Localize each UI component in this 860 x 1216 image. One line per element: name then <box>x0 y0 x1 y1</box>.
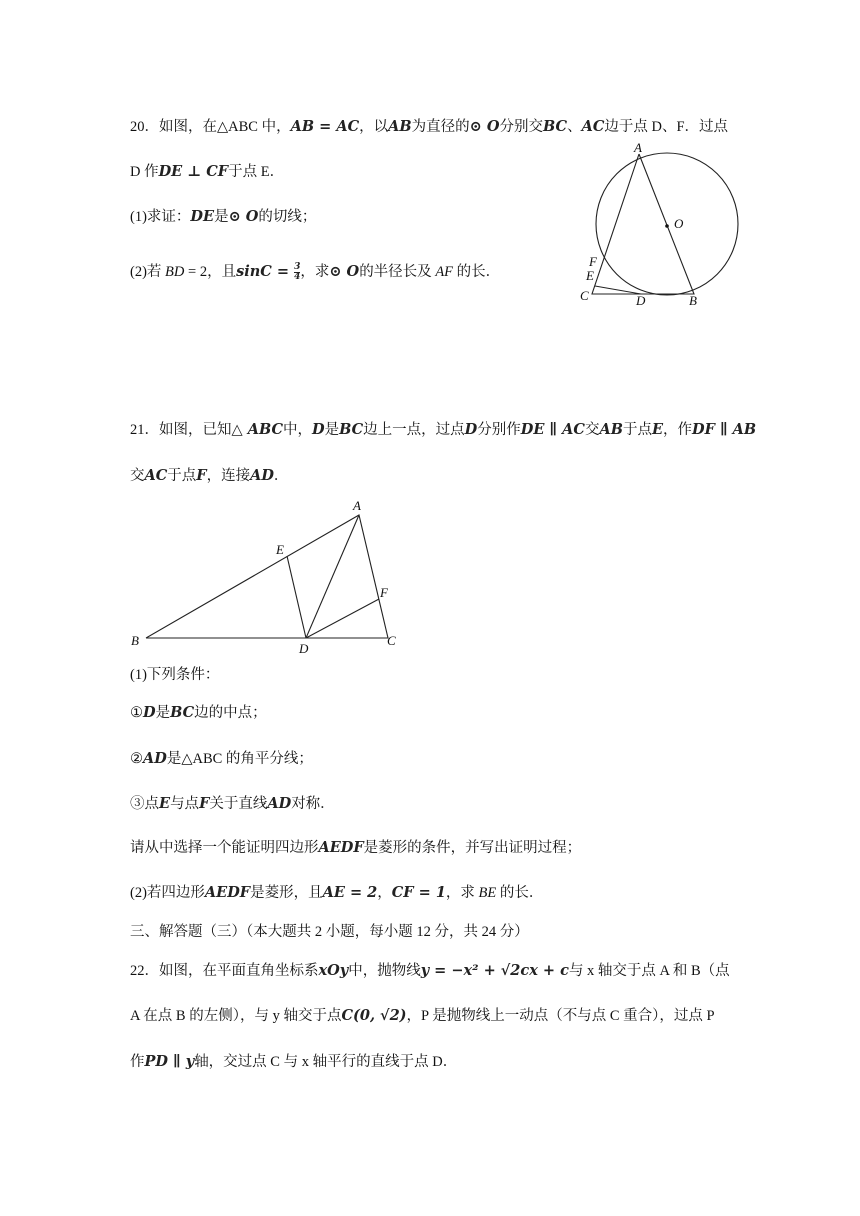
q21-figure <box>125 495 415 660</box>
math-sin-c: sinC = <box>236 263 295 280</box>
math-af: AF <box>435 264 454 280</box>
q22-line-1: 22．如图，在平面直角坐标系xOy中，抛物线y = −x² + √2cx + c与 x 轴交于点 A 和 B（点 <box>130 962 730 979</box>
q21-part2: (2)若四边形AEDF是菱形，且AE = 2，CF = 1，求 BE 的长． <box>130 884 544 901</box>
fig21-label-c: C <box>387 633 396 648</box>
fig21-label-d: D <box>299 641 309 656</box>
math-circle-o: ⊙ O <box>469 118 500 135</box>
section-3-heading: 三、解答题（三）（本大题共 2 小题，每小题 12 分，共 24 分） <box>130 924 529 940</box>
q21-condition-3: ③点E与点F关于直线AD对称． <box>130 795 335 812</box>
q20-line-4: (2)若 BD = 2，且sinC = $\frac{3}{4}$ ，求⊙ O的半径长及 AF 的长． <box>130 262 501 283</box>
fig20-label-e: E <box>586 268 594 283</box>
fig20-label-c: C <box>580 288 589 303</box>
fig20-label-o: O <box>674 216 684 231</box>
q20-line-3: (1)求证：DE是⊙ O的切线； <box>130 208 317 225</box>
fig21-label-b: B <box>131 633 139 648</box>
fig21-label-a: A <box>353 498 361 513</box>
math-circle-o: ⊙ O <box>329 263 360 280</box>
q21-condition-2: ②AD是△ABC 的角平分线； <box>130 750 313 767</box>
math-de-perp-cf: DE ⊥ CF <box>158 163 229 180</box>
q21-line-2: 交AC于点F，连接AD． <box>130 467 289 484</box>
fig20-label-a: A <box>634 140 642 155</box>
q21-choose: 请从中选择一个能证明四边形AEDF是菱形的条件，并写出证明过程； <box>130 839 582 856</box>
math-circle-o: ⊙ O <box>228 208 259 225</box>
q22-line-2: A 在点 B 的左侧），与 y 轴交于点C(0, √2)，P 是抛物线上一动点（不与点 C 重合），过点 P <box>130 1007 715 1024</box>
q20-line-1: 20．如图，在△ABC 中，AB = AC，以AB为直径的⊙ O分别交BC、AC边于点 D、F．过点 <box>130 118 729 135</box>
q20-line-2: D 作DE ⊥ CF于点 E． <box>130 163 285 180</box>
math-ab: AB <box>388 118 412 135</box>
math-bc: BC <box>543 118 568 135</box>
q20-figure <box>570 140 750 315</box>
math-bd: BD <box>165 264 185 280</box>
math-ab-eq-ac: AB = AC <box>290 118 360 135</box>
q21-part1: (1)下列条件： <box>130 667 220 683</box>
q22-line-3: 作PD ∥ y轴，交过点 C 与 x 轴平行的直线于点 D． <box>130 1053 458 1070</box>
math-ac: AC <box>581 118 605 135</box>
fig20-label-f: F <box>589 254 597 269</box>
math-de: DE <box>190 208 215 225</box>
fig20-label-b: B <box>689 293 697 308</box>
fig21-label-e: E <box>276 542 284 557</box>
q21-line-1: 21．如图，已知△ ABC中，D是BC边上一点，过点D分别作DE ∥ AC交AB于点E，作DF ∥ AB <box>130 421 757 438</box>
q21-condition-1: ①D是BC边的中点； <box>130 704 267 721</box>
math-fraction: $\frac{3}{4}$ <box>294 262 301 283</box>
fig20-label-d: D <box>636 293 646 308</box>
fig21-label-f: F <box>380 585 388 600</box>
